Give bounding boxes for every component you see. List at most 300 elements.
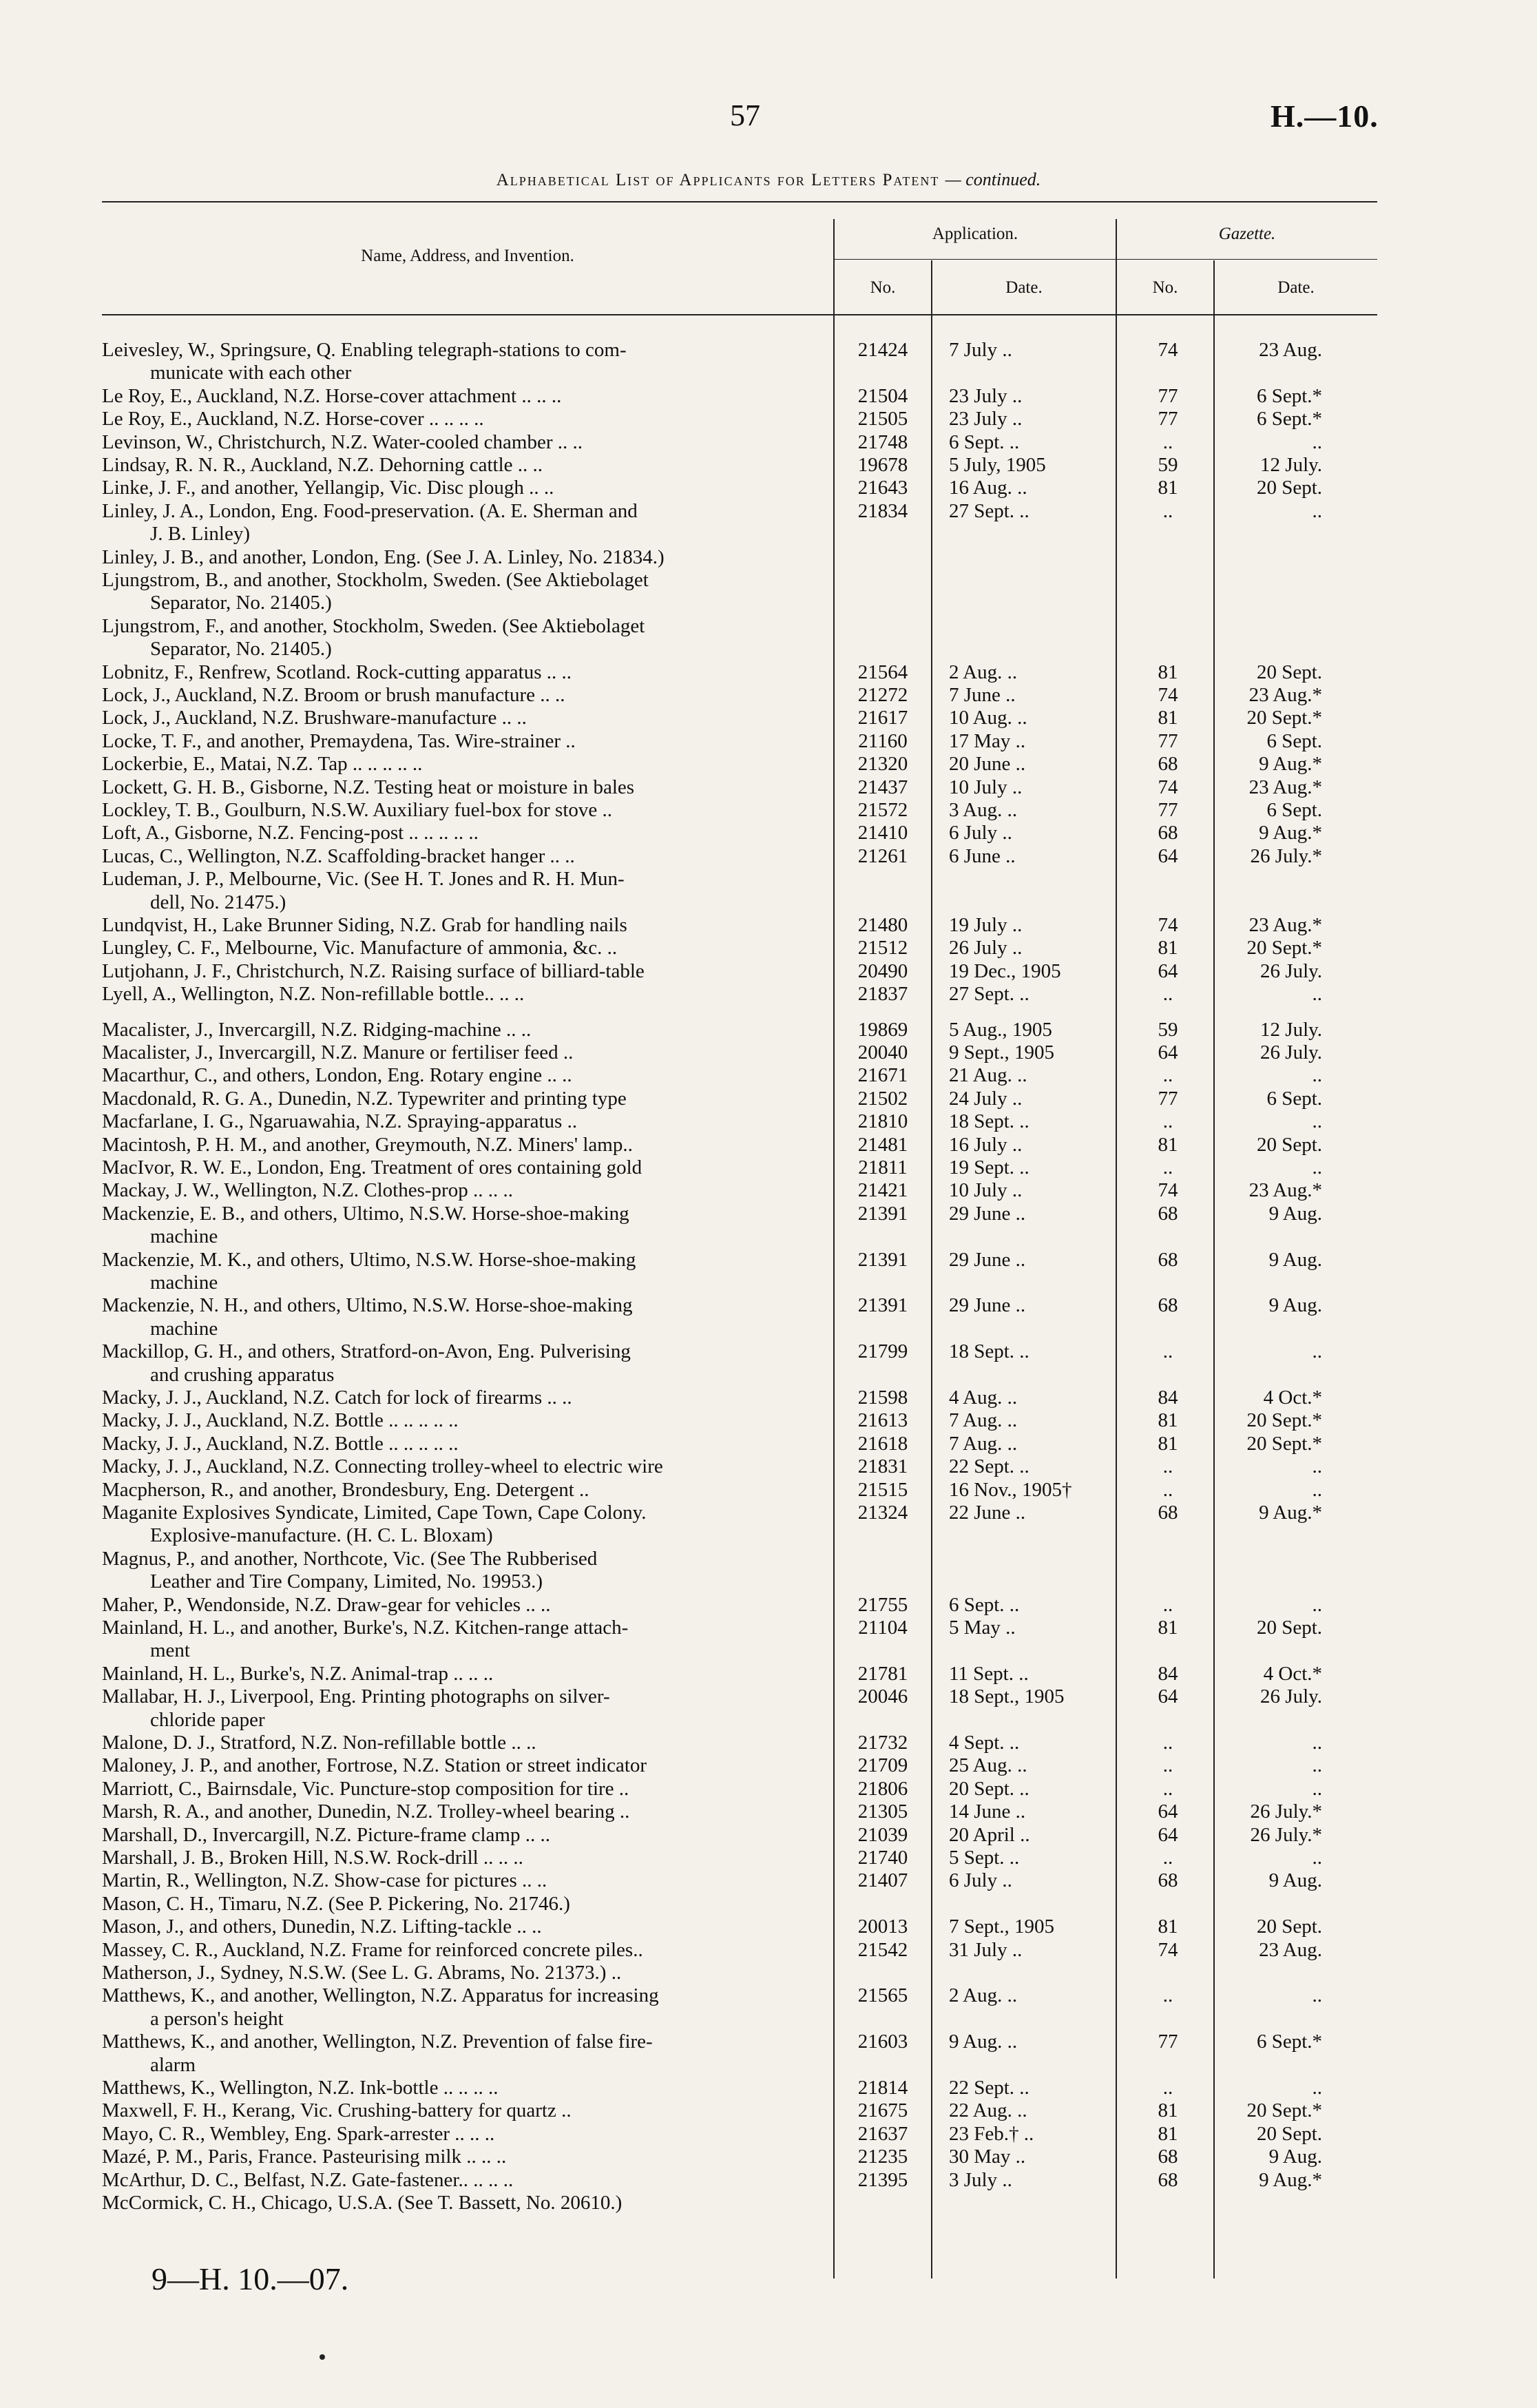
application-number: 21421: [857, 1179, 908, 1202]
application-number: 21613: [857, 1409, 908, 1432]
application-number: 21235: [857, 2146, 908, 2168]
application-date: 11 Sept. ..: [949, 1662, 1029, 1685]
gazette-number: 84: [1158, 1662, 1178, 1685]
applicant-line: Maxwell, F. H., Kerang, Vic. Crushing-battery for quartz ..: [102, 2099, 572, 2122]
application-date: 20 Sept. ..: [949, 1777, 1029, 1800]
applicant-line: Linley, J. A., London, Eng. Food-preservation. (A. E. Sherman and: [102, 499, 638, 522]
application-date: 5 Sept. ..: [949, 1847, 1020, 1869]
gazette-date: 20 Sept.: [1256, 1916, 1322, 1938]
applicant-line-continued: J. B. Linley): [150, 523, 250, 546]
gazette-number: 68: [1158, 1869, 1178, 1892]
gazette-date: 26 July.: [1260, 1041, 1322, 1063]
applicant-line-continued: alarm: [150, 2053, 196, 2076]
applicant-entry: [102, 2169, 811, 2192]
application-date: 6 Sept. ..: [949, 430, 1020, 453]
applicant-line: Lucas, C., Wellington, N.Z. Scaffolding-bracket hanger .. ..: [102, 844, 575, 867]
page-title: [0, 169, 1537, 190]
applicant-line: Maloney, J. P., and another, Fortrose, N.Z. Station or street indicator: [102, 1754, 647, 1777]
application-date: 20 April ..: [949, 1823, 1030, 1846]
application-date: 4 Sept. ..: [949, 1732, 1020, 1754]
applicant-entry: [102, 1041, 811, 1064]
application-number: 20046: [857, 1685, 908, 1708]
applicant-line: Mainland, H. L., Burke's, N.Z. Animal-trap .. .. ..: [102, 1662, 494, 1685]
application-number: 21502: [857, 1087, 908, 1110]
application-date: 9 Aug. ..: [949, 2031, 1018, 2053]
applicant-entry: [102, 845, 811, 868]
applicant-line: Lyell, A., Wellington, N.Z. Non-refillable bottle.. .. ..: [102, 983, 525, 1006]
applicant-line: Macdonald, R. G. A., Dunedin, N.Z. Typewriter and printing type: [102, 1087, 627, 1110]
applicant-line-continued: Leather and Tire Company, Limited, No. 19953.): [150, 1570, 543, 1593]
gazette-number: 68: [1158, 1294, 1178, 1317]
application-number: 21637: [857, 2122, 908, 2145]
applicant-line: Massey, C. R., Auckland, N.Z. Frame for reinforced concrete piles..: [102, 1938, 643, 1961]
applicant-entry: [102, 2031, 811, 2077]
page-number: 57: [730, 98, 760, 132]
applicant-entry: [102, 937, 811, 959]
header-app-date: Date.: [1005, 278, 1043, 297]
application-number: 21806: [857, 1777, 908, 1800]
applicant-line: Mallabar, H. J., Liverpool, Eng. Printing photographs on silver-: [102, 1685, 610, 1708]
gazette-number: 68: [1158, 753, 1178, 776]
gazette-date: 23 Aug.*: [1248, 914, 1322, 936]
series-label: H.—10.: [1271, 98, 1379, 134]
applicant-entry: [102, 1778, 811, 1800]
applicant-line: Lungley, C. F., Melbourne, Vic. Manufacture of ammonia, &c. ..: [102, 937, 618, 959]
gazette-date: ..: [1312, 430, 1322, 453]
gazette-number: 77: [1158, 384, 1178, 407]
applicant-line: Marsh, R. A., and another, Dunedin, N.Z. Trolley-wheel bearing ..: [102, 1800, 630, 1823]
application-number: 21395: [857, 2168, 908, 2191]
application-date: 22 June ..: [949, 1502, 1026, 1524]
gazette-date: ..: [1312, 1110, 1322, 1133]
gazette-number: ..: [1162, 983, 1173, 1006]
application-number: 21261: [857, 844, 908, 867]
applicant-entry: [102, 1064, 811, 1087]
gazette-number: 74: [1158, 1938, 1178, 1961]
gazette-number: 77: [1158, 408, 1178, 430]
applicant-line-continued: dell, No. 21475.): [150, 891, 286, 913]
gazette-date: 26 July.*: [1250, 844, 1322, 867]
application-number: 19678: [857, 454, 908, 476]
application-number: 21437: [857, 776, 908, 798]
application-date: 7 Aug. ..: [949, 1409, 1018, 1432]
gazette-number: ..: [1162, 1777, 1173, 1800]
application-number: 21481: [857, 1133, 908, 1156]
application-date: 29 June ..: [949, 1248, 1026, 1271]
application-number: 21424: [857, 339, 908, 361]
gazette-date: 20 Sept.*: [1246, 1432, 1322, 1455]
applicant-line: Matthews, K., and another, Wellington, N.Z. Apparatus for increasing: [102, 1984, 659, 2007]
applicant-entry: [102, 1893, 811, 1916]
applicant-line: Matherson, J., Sydney, N.S.W. (See L. G. Abrams, No. 21373.) ..: [102, 1962, 622, 1984]
applicant-line: Lockett, G. H. B., Gisborne, N.Z. Testing heat or moisture in bales: [102, 776, 635, 798]
gazette-date: 4 Oct.*: [1263, 1387, 1322, 1409]
application-date: 6 June ..: [949, 844, 1016, 867]
applicant-line: Loft, A., Gisborne, N.Z. Fencing-post .. .. .. .. ..: [102, 822, 479, 844]
gazette-date: ..: [1312, 2077, 1322, 2099]
gazette-number: 84: [1158, 1387, 1178, 1409]
applicant-entry: [102, 753, 811, 776]
gazette-number: ..: [1162, 1110, 1173, 1133]
applicant-line: Linley, J. B., and another, London, Eng. (See J. A. Linley, No. 21834.): [102, 546, 665, 568]
applicant-line: Marshall, J. B., Broken Hill, N.S.W. Rock-drill .. .. ..: [102, 1847, 523, 1869]
applicant-line-continued: Separator, No. 21405.): [150, 638, 332, 661]
gazette-date: 9 Aug.*: [1259, 1502, 1322, 1524]
application-number: 21391: [857, 1248, 908, 1271]
applicant-line: Mackenzie, M. K., and others, Ultimo, N.S.W. Horse-shoe-making: [102, 1248, 636, 1271]
gazette-date: 20 Sept.: [1256, 1617, 1322, 1639]
application-date: 24 July ..: [949, 1087, 1023, 1110]
gazette-number: 59: [1158, 454, 1178, 476]
gazette-number: 81: [1158, 661, 1178, 683]
application-number: 21391: [857, 1294, 908, 1317]
gazette-number: ..: [1162, 1156, 1173, 1179]
application-date: 18 Sept. ..: [949, 1340, 1029, 1363]
gazette-number: ..: [1162, 499, 1173, 522]
applicant-entry: [102, 1409, 811, 1432]
application-date: 6 July ..: [949, 1869, 1012, 1892]
applicant-entry: [102, 822, 811, 844]
application-date: 16 July ..: [949, 1133, 1023, 1156]
applicant-line: Magnus, P., and another, Northcote, Vic. (See The Rubberised: [102, 1547, 598, 1570]
application-number: 21504: [857, 384, 908, 407]
applicant-line: Ljungstrom, F., and another, Stockholm, Sweden. (See Aktiebolaget: [102, 614, 645, 637]
gazette-date: ..: [1312, 1777, 1322, 1800]
application-number: 21799: [857, 1340, 908, 1363]
applicant-entry: [102, 1479, 811, 1502]
application-date: 16 Aug. ..: [949, 477, 1027, 499]
gazette-date: 6 Sept.*: [1256, 408, 1322, 430]
gazette-number: 68: [1158, 1502, 1178, 1524]
applicant-entry: [102, 408, 811, 430]
application-date: 19 July ..: [949, 914, 1023, 936]
application-date: 27 Sept. ..: [949, 499, 1029, 522]
application-number: 21617: [857, 707, 908, 729]
header-gaz-no: No.: [1152, 278, 1178, 297]
applicant-line: Mason, C. H., Timaru, N.Z. (See P. Pickering, No. 21746.): [102, 1892, 570, 1915]
application-number: 21755: [857, 1593, 908, 1616]
application-date: 4 Aug. ..: [949, 1387, 1018, 1409]
application-date: 7 Aug. ..: [949, 1432, 1018, 1455]
gazette-date: 12 July.: [1260, 454, 1322, 476]
application-date: 25 Aug. ..: [949, 1754, 1027, 1777]
applicant-line: Macpherson, R., and another, Brondesbury, Eng. Detergent ..: [102, 1478, 589, 1501]
applicant-entry: [102, 477, 811, 499]
gazette-number: ..: [1162, 430, 1173, 453]
applicant-line: Ludeman, J. P., Melbourne, Vic. (See H. T. Jones and R. H. Mun-: [102, 868, 625, 891]
application-number: 21320: [857, 753, 908, 776]
applicant-line: Martin, R., Wellington, N.Z. Show-case for pictures .. ..: [102, 1869, 547, 1892]
gazette-number: 68: [1158, 822, 1178, 844]
application-number: 21675: [857, 2099, 908, 2122]
application-date: 23 July ..: [949, 408, 1023, 430]
applicant-entry: [102, 2192, 811, 2214]
applicant-entry: [102, 1455, 811, 1478]
application-number: 21391: [857, 1202, 908, 1225]
gazette-number: 64: [1158, 1800, 1178, 1823]
application-date: 10 Aug. ..: [949, 707, 1027, 729]
application-date: 7 July ..: [949, 339, 1012, 361]
application-date: 22 Aug. ..: [949, 2099, 1027, 2122]
applicant-line: Mackenzie, E. B., and others, Ultimo, N.S.W. Horse-shoe-making: [102, 1202, 629, 1225]
application-number: 20490: [857, 959, 908, 982]
applicant-line: Maganite Explosives Syndicate, Limited, Cape Town, Cape Colony.: [102, 1502, 647, 1524]
applicant-entry: [102, 1916, 811, 1938]
gazette-number: 81: [1158, 477, 1178, 499]
gazette-date: 6 Sept.*: [1256, 384, 1322, 407]
application-date: 21 Aug. ..: [949, 1064, 1027, 1087]
applicant-entry: [102, 1179, 811, 1202]
application-date: 2 Aug. ..: [949, 661, 1018, 683]
gazette-date: 23 Aug.: [1259, 339, 1322, 361]
gazette-number: 64: [1158, 1041, 1178, 1063]
gazette-number: 81: [1158, 937, 1178, 959]
application-number: 21810: [857, 1110, 908, 1133]
stray-mark: [320, 2354, 325, 2360]
application-number: 21565: [857, 1984, 908, 2007]
application-date: 10 July ..: [949, 1179, 1023, 1202]
applicant-line: Macfarlane, I. G., Ngaruawahia, N.Z. Spraying-apparatus ..: [102, 1110, 578, 1133]
application-number: 21407: [857, 1869, 908, 1892]
application-date: 18 Sept. ..: [949, 1110, 1029, 1133]
application-number: 21515: [857, 1478, 908, 1501]
gazette-number: 68: [1158, 1248, 1178, 1271]
applicant-line: Lock, J., Auckland, N.Z. Brushware-manufacture .. ..: [102, 707, 527, 729]
application-date: 2 Aug. ..: [949, 1984, 1018, 2007]
gazette-number: ..: [1162, 2077, 1173, 2099]
gazette-number: 77: [1158, 729, 1178, 752]
application-number: 21748: [857, 430, 908, 453]
gazette-number: 74: [1158, 684, 1178, 706]
application-date: 29 June ..: [949, 1202, 1026, 1225]
applicant-entry: [102, 2123, 811, 2146]
applicant-entry: [102, 684, 811, 707]
gazette-date: 20 Sept.: [1256, 2122, 1322, 2145]
gazette-date: 6 Sept.*: [1256, 2031, 1322, 2053]
gazette-date: 6 Sept.: [1266, 1087, 1322, 1110]
title-main: Alphabetical List of Applicants for Letters Patent: [496, 171, 940, 189]
applicant-line: Le Roy, E., Auckland, N.Z. Horse-cover attachment .. .. ..: [102, 384, 562, 407]
gazette-number: 68: [1158, 2168, 1178, 2191]
application-date: 23 Feb.† ..: [949, 2122, 1034, 2145]
application-date: 23 July ..: [949, 384, 1023, 407]
application-date: 10 July ..: [949, 776, 1023, 798]
applicant-line: Le Roy, E., Auckland, N.Z. Horse-cover .. .. .. ..: [102, 408, 484, 430]
application-date: 16 Nov., 1905†: [949, 1478, 1072, 1501]
applicant-entry: [102, 1939, 811, 1962]
applicant-line: Mackay, J. W., Wellington, N.Z. Clothes-prop .. .. ..: [102, 1179, 513, 1202]
gazette-date: 9 Aug.: [1268, 1869, 1322, 1892]
gazette-date: 20 Sept.*: [1246, 707, 1322, 729]
application-number: 21709: [857, 1754, 908, 1777]
applicant-line-continued: Separator, No. 21405.): [150, 592, 332, 614]
application-number: 19869: [857, 1018, 908, 1041]
application-number: 21272: [857, 684, 908, 706]
gazette-number: 59: [1158, 1018, 1178, 1041]
applicant-line: Macintosh, P. H. M., and another, Greymouth, N.Z. Miners' lamp..: [102, 1133, 633, 1156]
gazette-date: 20 Sept.: [1256, 1133, 1322, 1156]
applicant-line: Linke, J. F., and another, Yellangip, Vic. Disc plough .. ..: [102, 477, 554, 499]
gazette-number: 81: [1158, 1432, 1178, 1455]
applicant-entry: [102, 339, 811, 385]
applicant-line-continued: chloride paper: [150, 1708, 265, 1731]
gazette-number: 81: [1158, 1617, 1178, 1639]
gazette-date: 23 Aug.*: [1248, 776, 1322, 798]
application-number: 21834: [857, 499, 908, 522]
applicant-entry: [102, 1685, 811, 1732]
application-date: 3 July ..: [949, 2168, 1012, 2191]
gazette-date: ..: [1312, 1847, 1322, 1869]
applicant-line-continued: and crushing apparatus: [150, 1363, 335, 1386]
applicant-entry: [102, 1869, 811, 1892]
application-number: 20013: [857, 1916, 908, 1938]
application-date: 26 July ..: [949, 937, 1023, 959]
application-date: 18 Sept., 1905: [949, 1685, 1065, 1708]
application-date: 7 Sept., 1905: [949, 1916, 1055, 1938]
applicant-entry: [102, 569, 811, 615]
applicant-entry: [102, 1548, 811, 1594]
gazette-date: ..: [1312, 499, 1322, 522]
gazette-date: 9 Aug.: [1268, 2146, 1322, 2168]
gazette-date: 4 Oct.*: [1263, 1662, 1322, 1685]
applicant-line: Lobnitz, F., Renfrew, Scotland. Rock-cutting apparatus .. ..: [102, 661, 572, 683]
application-date: 7 June ..: [949, 684, 1016, 706]
applicant-line: Lundqvist, H., Lake Brunner Siding, N.Z. Grab for handling nails: [102, 914, 627, 936]
applicant-entry: [102, 454, 811, 477]
gazette-number: ..: [1162, 1340, 1173, 1363]
gazette-date: 23 Aug.*: [1248, 1179, 1322, 1202]
application-number: 21671: [857, 1064, 908, 1087]
applicant-entry: [102, 707, 811, 729]
applicant-entry: [102, 1847, 811, 1869]
application-number: 21781: [857, 1662, 908, 1685]
applicant-entry: [102, 1134, 811, 1156]
applicant-line: Matthews, K., and another, Wellington, N.Z. Prevention of false fire-: [102, 2031, 653, 2053]
application-number: 21160: [858, 729, 908, 752]
application-number: 21814: [857, 2077, 908, 2099]
gazette-number: ..: [1162, 1593, 1173, 1616]
applicant-entry: [102, 1732, 811, 1754]
applicant-entry: [102, 2099, 811, 2122]
gazette-number: 74: [1158, 914, 1178, 936]
header-gaz-date: Date.: [1277, 278, 1315, 297]
applicant-entry: [102, 1502, 811, 1548]
application-date: 17 May ..: [949, 729, 1026, 752]
applicant-line: Mazé, P. M., Paris, France. Pasteurising milk .. .. ..: [102, 2146, 507, 2168]
applicant-line: Mackillop, G. H., and others, Stratford-on-Avon, Eng. Pulverising: [102, 1340, 631, 1363]
applicant-entry: [102, 1663, 811, 1685]
gazette-number: 77: [1158, 799, 1178, 821]
gazette-date: ..: [1312, 1064, 1322, 1087]
gazette-date: 9 Aug.*: [1259, 753, 1322, 776]
applicant-line: Macarthur, C., and others, London, Eng. Rotary engine .. ..: [102, 1064, 572, 1087]
gazette-date: ..: [1312, 1478, 1322, 1501]
gazette-date: 9 Aug.: [1268, 1202, 1322, 1225]
applicant-line: Macky, J. J., Auckland, N.Z. Connecting trolley-wheel to electric wire: [102, 1455, 663, 1478]
applicant-entry: [102, 1088, 811, 1110]
application-number: 21104: [858, 1617, 908, 1639]
gazette-sub-rule: [1117, 259, 1377, 260]
application-number: 21603: [857, 2031, 908, 2053]
applicant-entry: [102, 1594, 811, 1617]
application-date: 5 May ..: [949, 1617, 1016, 1639]
gazette-number: 77: [1158, 1087, 1178, 1110]
applicant-line: Lutjohann, J. F., Christchurch, N.Z. Raising surface of billiard-table: [102, 959, 645, 982]
gazette-date: 26 July.*: [1250, 1823, 1322, 1846]
header-gazette: Gazette.: [1218, 225, 1276, 243]
gazette-number: 81: [1158, 1133, 1178, 1156]
applicant-line: Lindsay, R. N. R., Auckland, N.Z. Dehorning cattle .. ..: [102, 454, 543, 476]
gazette-number: 81: [1158, 1916, 1178, 1938]
applicant-line-continued: municate with each other: [150, 362, 352, 384]
application-number: 21324: [857, 1502, 908, 1524]
application-number: 21039: [857, 1823, 908, 1846]
applicant-entry: [102, 500, 811, 546]
application-date: 27 Sept. ..: [949, 983, 1029, 1006]
header-top-rule: [102, 201, 1377, 203]
application-date: 19 Dec., 1905: [949, 959, 1061, 982]
applicant-entry: [102, 2077, 811, 2099]
gazette-number: 68: [1158, 1202, 1178, 1225]
application-date: 14 June ..: [949, 1800, 1026, 1823]
applicant-line: Matthews, K., Wellington, N.Z. Ink-bottle .. .. .. ..: [102, 2077, 499, 2099]
application-date: 29 June ..: [949, 1294, 1026, 1317]
header-bottom-rule: [102, 314, 1377, 315]
applicant-line: Lockley, T. B., Goulburn, N.S.W. Auxiliary fuel-box for stove ..: [102, 799, 613, 821]
application-number: 21643: [857, 477, 908, 499]
applicant-entry: [102, 2146, 811, 2168]
applicant-line: Marshall, D., Invercargill, N.Z. Picture-frame clamp .. ..: [102, 1823, 550, 1846]
gazette-date: 9 Aug.*: [1259, 2168, 1322, 2191]
application-date: 3 Aug. ..: [949, 799, 1018, 821]
column-divider-appdate: [1116, 219, 1117, 2279]
applicant-entry: [102, 868, 811, 914]
applicant-line: McCormick, C. H., Chicago, U.S.A. (See T. Bassett, No. 20610.): [102, 2192, 623, 2214]
gazette-number: ..: [1162, 1064, 1173, 1087]
gazette-number: ..: [1162, 1754, 1173, 1777]
applicant-line: Leivesley, W., Springsure, Q. Enabling telegraph-stations to com-: [102, 339, 627, 361]
application-number: 21564: [857, 661, 908, 683]
gazette-date: 6 Sept.: [1266, 799, 1322, 821]
gazette-date: ..: [1312, 1455, 1322, 1478]
applicant-entry: [102, 776, 811, 799]
gazette-date: 20 Sept.*: [1246, 2099, 1322, 2122]
application-date: 9 Sept., 1905: [949, 1041, 1055, 1063]
application-date: 6 July ..: [949, 822, 1012, 844]
application-date: 19 Sept. ..: [949, 1156, 1029, 1179]
application-number: 21598: [857, 1387, 908, 1409]
applicant-entry: [102, 385, 811, 408]
gazette-date: ..: [1312, 983, 1322, 1006]
gazette-number: ..: [1162, 1732, 1173, 1754]
applicant-line-continued: ment: [150, 1639, 190, 1662]
gazette-number: ..: [1162, 1984, 1173, 2007]
application-number: 21572: [857, 799, 908, 821]
gazette-date: 23 Aug.: [1259, 1938, 1322, 1961]
application-number: 21831: [857, 1455, 908, 1478]
application-number: 21618: [857, 1432, 908, 1455]
header-app-no: No.: [870, 278, 896, 297]
applicant-entry: [102, 1340, 811, 1387]
applicant-entry: [102, 1203, 811, 1249]
applicant-entry: [102, 661, 811, 684]
gazette-date: ..: [1312, 1984, 1322, 2007]
footer-signature: 9—H. 10.—07.: [151, 2261, 349, 2296]
applicant-entry: [102, 1019, 811, 1041]
applicant-entry: [102, 1800, 811, 1823]
gazette-number: ..: [1162, 1847, 1173, 1869]
gazette-number: 64: [1158, 959, 1178, 982]
